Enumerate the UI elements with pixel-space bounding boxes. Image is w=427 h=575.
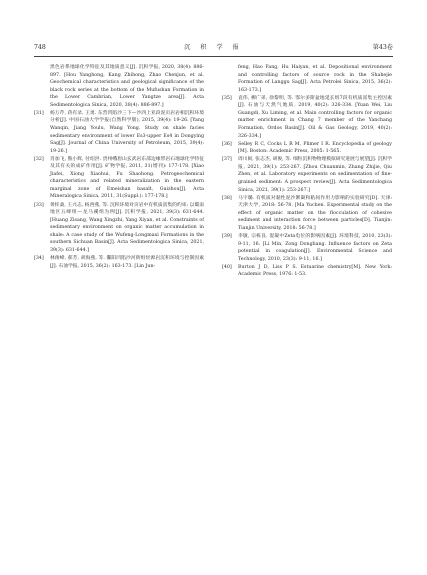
reference-entry	[222, 195, 392, 233]
reference-number: [40]	[222, 264, 232, 270]
reference-entry	[222, 264, 392, 279]
running-header	[34, 42, 393, 54]
reference-number: [37]	[222, 157, 232, 163]
reference-entry	[222, 156, 392, 194]
reference-text: Burton J D, Liss P S. Estuarine chemistry[M]. New York: Academic Press, 1976: 1-53.	[238, 264, 392, 278]
reference-text: 林俊峰, 郝芳, 胡海燕, 等. 鄱阳凹陷沙河街组烃源岩沉积环境与控制因素[J]. 石油学报, 2015, 36(2): 163-173. [Lin Jun-	[50, 256, 204, 269]
reference-number: [36]	[222, 141, 232, 147]
reference-number: [32]	[34, 156, 44, 162]
reference-entry	[34, 202, 204, 255]
page-number: 748	[34, 44, 46, 51]
reference-entry	[34, 156, 204, 201]
reference-text: 周川闽, 张志杰, 胡俊, 等. 细粒沉积物物理模拟研究进展与展望[J]. 沉积学报, 2021, 39(1): 253-267. [Zhou Chuanmin, Zhang Zhijie, Qiu Zhen, et al. Laboratory experiments on sedimentation of fine-grained sediment: A prospect review[J]. Acta Sedimentologica Sinica, 2021, 39(1): 253-267.]	[238, 157, 392, 193]
reference-entry	[34, 64, 204, 109]
reference-number: [35]	[222, 95, 232, 101]
reference-text: 马宇璐. 有机质对黏性泥沙絮凝和粘间作用力影响的实验研究[D]. 天津: 天津大学, 2018: 56-78. [Ma Yuchen. Experimental study on the effect of organic matter on the flocculation of cohesive sediment and interaction force between particles[D]. Tianjin: Tianjin University, 2018: 56-78.]	[238, 195, 392, 231]
reference-text: 杨万芹, 蒋有录, 王勇. 东营凹陷沙三下—沙四上亚段泥页岩岩相沉积环境分析[J]. 中国石油大学学报(自然科学版), 2015, 39(4): 19-26. [Yang Wanqin, Jiang Youlu, Wang Yong. Study on shale facies sedimentary environment of lower Es3-upper Es4 in Dongying Sag[J]. Journal of China University of Petroleum, 2015, 39(4): 19-26.]	[50, 110, 204, 154]
reference-text: Selley R C, Cocks L R M, Plimer I R. Encyclopedia of geology [M]. Boston: Academic Press, 2005: 1-565.	[238, 141, 392, 155]
reference-entry	[222, 233, 392, 263]
reference-number: [34]	[34, 256, 44, 262]
left-column-references	[34, 64, 204, 271]
reference-number: [31]	[34, 110, 44, 116]
journal-title: 沉 积 学 报	[184, 44, 243, 51]
reference-text: 肖加飞, 熊小辉, 付绍洪. 贵州峨眉山玄武岩东部边缘带岩石地球化学特征及其有关的成矿作用[J]. 矿物学报, 2011, 31(增刊): 177-178. [Xiao Jiafei, Xiong Xiaohui, Fu Shaohong. Petrogeochemical characteristics and related mineralization in the eastern marginal zone of Emeishan basalt, Guizhou[J]. Acta Mineralogica Sinica, 2011, 31(Suppl.): 177-178.]	[50, 156, 204, 200]
reference-text: 李敏, 宗栋良. 混凝中Zeta电位的影响因素[J]. 环境科技, 2010, 23(3): 9-11, 16. [Li Min, Zong Dongliang. Influence factors on Zeta potential in coagulation[J]. Environmental Science and Technology, 2010, 23(3): 9-11, 16.]	[238, 234, 392, 262]
reference-text: 黑色岩系地球化学特征及其地质意义[J]. 沉积学报, 2020, 38(4): 886-897. [Hou Yanghong, Kang Zhihong, Zhao Chenjun, et al. Geochemical characteristics and geological significance of the black rock series at the bottom of the Mufushan Formation in the Lower Cambrian, Lower Yangtze area[J]. Acta Sedimentologica Sinica, 2020, 38(4): 886-897.]	[50, 65, 204, 108]
reference-entry	[222, 95, 392, 140]
reference-entry	[34, 110, 204, 155]
reference-entry	[34, 255, 204, 270]
reference-number: [39]	[222, 234, 232, 239]
reference-text: feng, Hao Fang, Hu Haiyan, et al. Depositional environment and controlling factors of source rock in the Shahejie Formation of Langgu Sag[J]. Acta Petrolei Sinica, 2015, 36(2): 163-173.]	[238, 65, 392, 93]
reference-number: [33]	[34, 202, 44, 208]
reference-text: 袁伟, 柳广弟, 徐黎明, 等. 鄂尔多斯盆地延长组7段有机质富集主控因素[J]. 石油与天然气地质, 2019, 40(2): 326-334. [Yuan Wei, Liu Guangdi, Xu Liming, et al. Main controlling factors for organic matter enrichment in Chang 7 member of the Yanchang Formation, Ordos Basin[J]. Oil & Gas Geology, 2019, 40(2): 326-334.]	[238, 95, 392, 139]
reference-number: [38]	[222, 195, 232, 201]
right-column-references	[222, 64, 392, 279]
reference-text: 黄梓桑, 王兴志, 杨西燕, 等. 沉积环境对页岩中有机质富集的约束: 以蜀南地区五峰组—龙马溪组为例[J]. 沉积学报, 2021, 39(3): 631-644. [Huang Zisang, Wang Xingzhi, Yang Xiyan, et al. Constraints of sedimentary environment on organic matter accumulation in shale: A case study of the Wufeng-Longmaxi Formations in the southern Sichuan Basin[J]. Acta Sedimentologica Sinica, 2021, 39(3): 631-644.]	[50, 202, 204, 253]
volume-label: 第43卷	[372, 44, 393, 51]
reference-entry	[222, 141, 392, 156]
header-rule	[34, 56, 393, 57]
reference-entry	[222, 64, 392, 94]
